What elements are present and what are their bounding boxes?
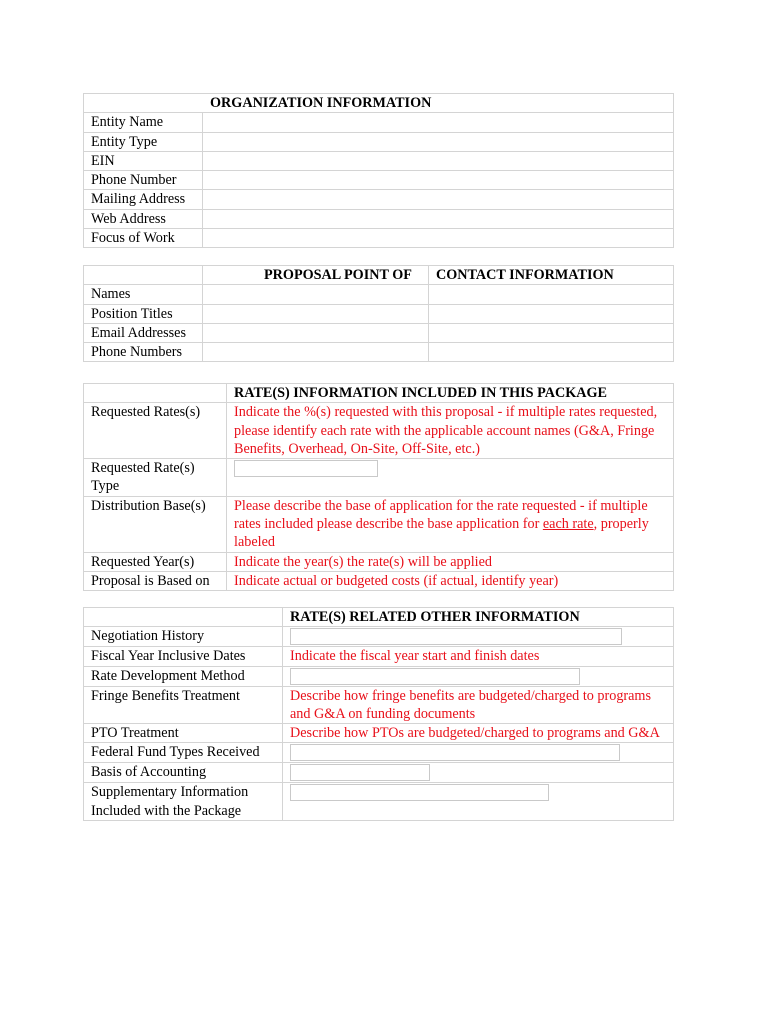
table-row: [84, 343, 674, 362]
distribution-base-label: Distribution Base(s): [84, 496, 227, 552]
fringe-benefits-hint[interactable]: Describe how fringe benefits are budgeted/charged to programs and G&A on funding documents: [283, 686, 674, 724]
entity-name-label: Entity Name: [84, 113, 203, 132]
table-row: [84, 209, 674, 228]
fiscal-year-hint[interactable]: Indicate the fiscal year start and finish dates: [283, 647, 674, 666]
ein-field[interactable]: [203, 151, 674, 170]
rate-type-cell: [227, 459, 674, 497]
distribution-base-hint[interactable]: [227, 496, 674, 552]
supplementary-label: Supplementary Information Included with the Package: [84, 783, 283, 821]
other-information-title: RATE(S) RELATED OTHER INFORMATION: [283, 608, 674, 627]
table-row: [84, 763, 674, 783]
proposal-basis-hint[interactable]: Indicate actual or budgeted costs (if actual, identify year): [227, 571, 674, 590]
requested-years-hint[interactable]: Indicate the year(s) the rate(s) will be applied: [227, 552, 674, 571]
organization-information-table: [83, 93, 674, 248]
contact-information-table: [83, 265, 674, 362]
mailing-address-label: Mailing Address: [84, 190, 203, 209]
names-label: Names: [84, 285, 203, 304]
supplementary-input[interactable]: [290, 784, 549, 801]
header-spacer: [84, 384, 227, 403]
basis-accounting-label: Basis of Accounting: [84, 763, 283, 783]
email-addresses-field-2[interactable]: [429, 323, 674, 342]
focus-of-work-field[interactable]: [203, 229, 674, 248]
table-row: [84, 571, 674, 590]
rate-development-cell: [283, 666, 674, 686]
proposal-basis-label: Proposal is Based on: [84, 571, 227, 590]
entity-type-label: Entity Type: [84, 132, 203, 151]
rate-development-input[interactable]: [290, 668, 580, 685]
phone-numbers-field-2[interactable]: [429, 343, 674, 362]
rate-development-label: Rate Development Method: [84, 666, 283, 686]
federal-funds-input[interactable]: [290, 744, 620, 761]
supplementary-cell: [283, 783, 674, 821]
phone-numbers-label: Phone Numbers: [84, 343, 203, 362]
phone-number-field[interactable]: [203, 171, 674, 190]
table-row: [84, 724, 674, 743]
table-row: [84, 229, 674, 248]
mailing-address-field[interactable]: [203, 190, 674, 209]
fringe-benefits-label: Fringe Benefits Treatment: [84, 686, 283, 724]
table-row: [84, 304, 674, 323]
table-row: [84, 666, 674, 686]
table-row: [84, 403, 674, 459]
position-titles-label: Position Titles: [84, 304, 203, 323]
phone-number-label: Phone Number: [84, 171, 203, 190]
basis-accounting-cell: [283, 763, 674, 783]
pto-treatment-label: PTO Treatment: [84, 724, 283, 743]
table-row: [84, 496, 674, 552]
position-titles-field-1[interactable]: [203, 304, 429, 323]
table-row: [84, 285, 674, 304]
distribution-base-hint-text: Please describe the base of application for the rate requested - if multiple rates included please describe the base application for: [234, 497, 648, 533]
table-row: [84, 783, 674, 821]
rate-type-label: Requested Rate(s) Type: [84, 459, 227, 497]
table-row: [84, 323, 674, 342]
negotiation-history-input[interactable]: [290, 628, 622, 645]
table-row: [84, 552, 674, 571]
table-row: [84, 686, 674, 724]
email-addresses-field-1[interactable]: [203, 323, 429, 342]
names-field-1[interactable]: [203, 285, 429, 304]
basis-accounting-input[interactable]: [290, 764, 430, 781]
table-row: [84, 459, 674, 497]
rates-information-title: RATE(S) INFORMATION INCLUDED IN THIS PACKAGE: [227, 384, 674, 403]
distribution-base-hint-underlined: each rate: [542, 516, 594, 533]
header-spacer: [84, 608, 283, 627]
email-addresses-label: Email Addresses: [84, 323, 203, 342]
organization-information-title: ORGANIZATION INFORMATION: [84, 94, 674, 113]
negotiation-history-label: Negotiation History: [84, 627, 283, 647]
table-row: [84, 151, 674, 170]
contact-title-left: PROPOSAL POINT OF: [203, 266, 429, 285]
table-row: [84, 627, 674, 647]
federal-funds-label: Federal Fund Types Received: [84, 743, 283, 763]
web-address-label: Web Address: [84, 209, 203, 228]
table-row: [84, 132, 674, 151]
rates-information-table: [83, 383, 674, 591]
web-address-field[interactable]: [203, 209, 674, 228]
header-spacer: [84, 266, 203, 285]
entity-name-field[interactable]: [203, 113, 674, 132]
pto-treatment-hint[interactable]: Describe how PTOs are budgeted/charged to programs and G&A: [283, 724, 674, 743]
requested-rates-label: Requested Rates(s): [84, 403, 227, 459]
focus-of-work-label: Focus of Work: [84, 229, 203, 248]
contact-title-right: CONTACT INFORMATION: [429, 266, 674, 285]
entity-type-field[interactable]: [203, 132, 674, 151]
fiscal-year-label: Fiscal Year Inclusive Dates: [84, 647, 283, 666]
requested-years-label: Requested Year(s): [84, 552, 227, 571]
table-row: [84, 190, 674, 209]
names-field-2[interactable]: [429, 285, 674, 304]
negotiation-history-cell: [283, 627, 674, 647]
phone-numbers-field-1[interactable]: [203, 343, 429, 362]
requested-rates-hint[interactable]: Indicate the %(s) requested with this proposal - if multiple rates requested, please identify each rate with the applicable account names (G&A, Fringe Benefits, Overhead, On-Site, Off-Site, etc.): [227, 403, 674, 459]
rate-type-input[interactable]: [234, 460, 378, 477]
table-row: [84, 743, 674, 763]
distribution-base-hint-end: , properly labeled: [234, 516, 649, 551]
table-row: [84, 647, 674, 666]
table-row: [84, 171, 674, 190]
other-information-table: [83, 607, 674, 821]
table-row: [84, 113, 674, 132]
federal-funds-cell: [283, 743, 674, 763]
position-titles-field-2[interactable]: [429, 304, 674, 323]
ein-label: EIN: [84, 151, 203, 170]
